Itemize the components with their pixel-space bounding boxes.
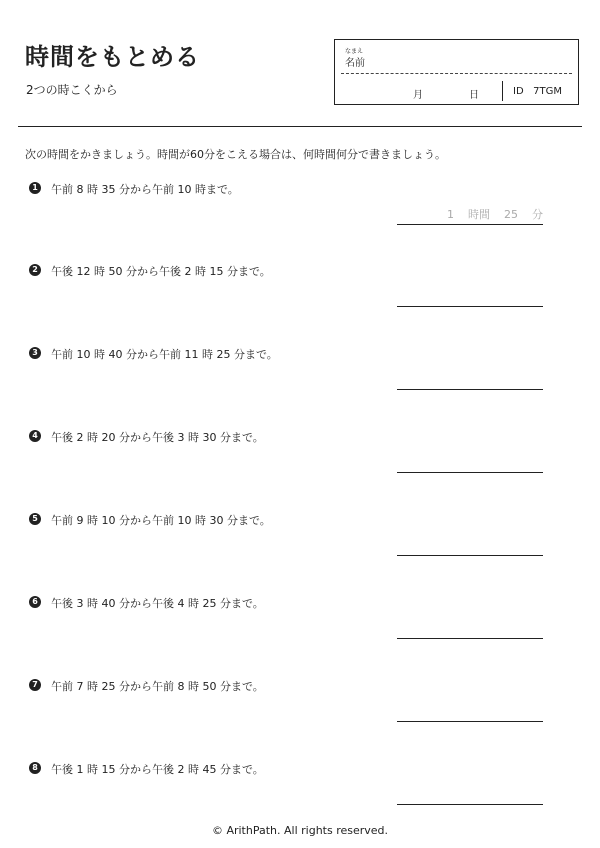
- problem-2: [29, 264, 549, 324]
- problem-text: 午後 1 時 15 分から午後 2 時 45 分まで。: [51, 763, 264, 776]
- name-box: [334, 39, 579, 105]
- worksheet-id: ID 7TGM: [513, 86, 563, 97]
- problem-3: [29, 347, 549, 407]
- id-separator: [502, 81, 503, 101]
- problem-text: 午前 8 時 35 分から午前 10 時まで。: [51, 183, 239, 196]
- copyright-footer: © ArithPath. All rights reserved.: [211, 824, 389, 837]
- problem-text: 午前 9 時 10 分から午前 10 時 30 分まで。: [51, 514, 271, 527]
- problem-6: [29, 596, 549, 656]
- page-subtitle: 2つの時こくから: [26, 83, 118, 97]
- problem-1: [29, 182, 549, 242]
- problem-8: [29, 762, 549, 822]
- page-title: 時間をもとめる: [25, 43, 200, 71]
- problem-7: [29, 679, 549, 739]
- example-answer: 1 時間 25 分: [447, 208, 543, 221]
- answer-line[interactable]: [397, 472, 543, 473]
- answer-line[interactable]: [397, 721, 543, 722]
- answer-line[interactable]: [397, 224, 543, 225]
- problem-text: 午後 12 時 50 分から午後 2 時 15 分まで。: [51, 265, 271, 278]
- header-rule: [18, 126, 582, 127]
- problem-text: 午後 3 時 40 分から午後 4 時 25 分まで。: [51, 597, 264, 610]
- answer-line[interactable]: [397, 389, 543, 390]
- instructions: 次の時間をかきましょう。時間が60分をこえる場合は、何時間何分で書きましょう。: [25, 148, 446, 161]
- problem-number-icon: 4: [29, 430, 41, 442]
- month-label: 月: [413, 90, 423, 101]
- name-label: 名前: [345, 58, 365, 69]
- problem-number-icon: 5: [29, 513, 41, 525]
- answer-line[interactable]: [397, 555, 543, 556]
- problem-text: 午前 10 時 40 分から午前 11 時 25 分まで。: [51, 348, 278, 361]
- answer-line[interactable]: [397, 638, 543, 639]
- name-furigana: なまえ: [345, 48, 364, 55]
- answer-line[interactable]: [397, 804, 543, 805]
- problem-text: 午前 7 時 25 分から午前 8 時 50 分まで。: [51, 680, 264, 693]
- answer-line[interactable]: [397, 306, 543, 307]
- problem-4: [29, 430, 549, 490]
- problem-number-icon: 1: [29, 182, 41, 194]
- day-label: 日: [469, 90, 479, 101]
- problem-5: [29, 513, 549, 573]
- problem-number-icon: 7: [29, 679, 41, 691]
- name-divider: [341, 73, 572, 74]
- problem-text: 午後 2 時 20 分から午後 3 時 30 分まで。: [51, 431, 264, 444]
- problem-number-icon: 8: [29, 762, 41, 774]
- problem-number-icon: 3: [29, 347, 41, 359]
- problem-number-icon: 6: [29, 596, 41, 608]
- problem-number-icon: 2: [29, 264, 41, 276]
